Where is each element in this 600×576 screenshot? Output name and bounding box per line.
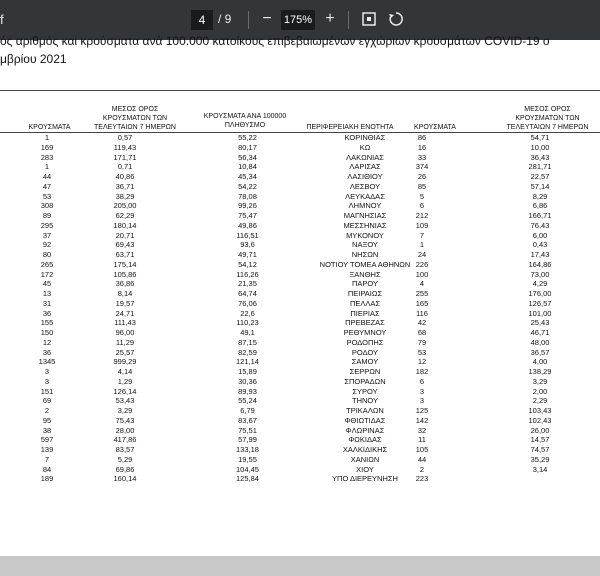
document-heading-line1: ός αριθμός και κρούσματα ανά 100.000 κατοίκους επιβεβαιωμένων εγχώριων κρουσμάτων COVID-19 ο <box>0 34 550 48</box>
cell-region: ΦΩΚΙΔΑΣ <box>348 435 382 445</box>
cell-per100k: 75,47 <box>238 211 257 220</box>
cell-region: ΧΑΛΚΙΔΙΚΗΣ <box>342 445 388 454</box>
table-row <box>0 299 600 309</box>
cell-avg7-2: 14,57 <box>530 435 550 445</box>
cell-per100k: 15,89 <box>238 367 257 376</box>
cell-avg7-2: 8,29 <box>532 191 548 201</box>
cell-avg7: 4,14 <box>117 367 133 376</box>
cell-cases: 44 <box>42 172 52 181</box>
cell-per100k: 22,6 <box>240 308 255 318</box>
table-row <box>0 406 600 416</box>
cell-per100k: 54,12 <box>238 259 257 269</box>
cell-avg7-2: 46,71 <box>530 328 550 337</box>
cell-avg7-2: 2,29 <box>532 396 548 406</box>
cell-region: ΜΑΓΝΗΣΙΑΣ <box>343 211 387 220</box>
cell-region: ΡΟΔΟΥ <box>351 347 379 357</box>
cell-avg7: 40,86 <box>115 172 135 181</box>
cell-cases: 92 <box>42 240 52 250</box>
cell-cases: 139 <box>40 445 54 454</box>
cell-region: ΣΥΡΟΥ <box>352 386 378 396</box>
cell-avg7-2: 6,86 <box>532 201 548 211</box>
cell-avg7-2: 17,43 <box>530 250 550 259</box>
cell-avg7: 119,43 <box>113 142 137 152</box>
cell-per100k: 78,08 <box>238 191 257 201</box>
cell-cases-2: 374 <box>415 162 429 172</box>
cell-avg7: 69,43 <box>115 240 135 250</box>
zoom-out-icon[interactable]: − <box>262 10 272 27</box>
cell-avg7: 0,71 <box>117 162 133 172</box>
table-row <box>0 348 600 358</box>
cell-avg7-2: 4,00 <box>532 357 548 367</box>
cell-avg7: 205,00 <box>113 201 137 211</box>
cell-avg7-2: 3,14 <box>532 464 548 474</box>
table-row <box>0 250 600 260</box>
table-row <box>0 455 600 465</box>
zoom-in-icon[interactable]: + <box>325 10 335 27</box>
cell-avg7-2: 76,43 <box>530 220 550 230</box>
table-row <box>0 435 600 445</box>
cell-cases: 308 <box>40 201 54 211</box>
page-number-input[interactable]: 4 <box>191 10 213 30</box>
cell-per100k: 89,93 <box>238 386 257 396</box>
cell-avg7-2: 3,29 <box>532 376 548 386</box>
table-row <box>0 260 600 270</box>
cell-avg7: 38,29 <box>115 191 135 201</box>
table-row <box>0 231 600 241</box>
cell-avg7: 25,57 <box>115 347 135 357</box>
cell-cases-2: 12 <box>417 357 427 367</box>
cell-avg7-2: 6,00 <box>532 230 548 240</box>
cell-region: ΠΕΙΡΑΙΩΣ <box>347 289 383 298</box>
cell-avg7-2: 164,86 <box>528 259 552 269</box>
toolbar-divider <box>348 11 349 29</box>
cell-per100k: 45,34 <box>238 172 257 181</box>
cell-per100k: 87,15 <box>238 337 257 347</box>
column-header-region: ΠΕΡΙΦΕΡΕΙΑΚΗ ΕΝΟΤΗΤΑ <box>306 124 394 131</box>
cell-region: ΚΟΡΙΝΘΙΑΣ <box>344 133 386 142</box>
cell-region: ΦΘΙΩΤΙΔΑΣ <box>344 415 386 425</box>
cell-cases: 95 <box>42 415 52 425</box>
cell-cases: 37 <box>42 230 52 240</box>
cell-region: ΝΑΞΟΥ <box>352 240 378 250</box>
cell-avg7-2: 36,43 <box>530 152 550 162</box>
column-header-avg7: ΜΕΣΟΣ ΟΡΟΣ ΚΡΟΥΣΜΑΤΩΝ ΤΩΝ ΤΕΛΕΥΤΑΙΩΝ 7 ΗΜΕΡΩΝ <box>94 106 176 131</box>
table-row <box>0 357 600 367</box>
cell-cases-2: 182 <box>415 367 429 376</box>
cell-cases-2: 86 <box>417 133 427 142</box>
table-row <box>0 426 600 436</box>
table-row <box>0 465 600 475</box>
table-row <box>0 474 600 484</box>
cell-cases-2: 16 <box>417 142 427 152</box>
cell-avg7: 8,14 <box>117 289 133 298</box>
cell-cases-2: 165 <box>415 298 429 308</box>
cell-per100k: 21,35 <box>238 279 257 289</box>
cell-cases-2: 7 <box>419 230 425 240</box>
file-name: f <box>0 12 4 27</box>
table-row <box>0 182 600 192</box>
cell-cases-2: 223 <box>415 474 429 484</box>
cell-per100k: 49,86 <box>238 220 257 230</box>
cell-per100k: 125,84 <box>236 474 259 484</box>
cell-region: ΝΗΣΩΝ <box>351 250 379 259</box>
cell-avg7: 175,14 <box>113 259 137 269</box>
cell-cases: 89 <box>42 211 52 220</box>
cell-region: ΣΑΜΟΥ <box>351 357 379 367</box>
cell-per100k: 6,79 <box>240 406 255 415</box>
cell-cases-2: 100 <box>415 269 429 279</box>
cell-avg7-2: 2,00 <box>532 386 548 396</box>
cell-avg7-2: 166,71 <box>528 211 552 220</box>
cell-cases-2: 85 <box>417 181 427 191</box>
cell-per100k: 121,14 <box>236 357 259 367</box>
cell-cases: 3 <box>44 367 50 376</box>
table-row <box>0 133 600 143</box>
cell-avg7-2: 4,29 <box>532 279 548 289</box>
table-row <box>0 318 600 328</box>
cell-cases: 1 <box>44 162 50 172</box>
cell-cases: 80 <box>42 250 52 259</box>
cell-cases-2: 26 <box>417 172 427 181</box>
table-row <box>0 416 600 426</box>
cell-avg7: 180,14 <box>113 220 137 230</box>
cell-region: ΛΕΣΒΟΥ <box>349 181 381 191</box>
cell-avg7-2: 176,00 <box>528 289 552 298</box>
column-header-cases-2: ΚΡΟΥΣΜΑΤΑ <box>414 124 456 131</box>
cell-per100k: 133,18 <box>236 445 259 454</box>
cell-per100k: 82,59 <box>238 347 257 357</box>
cell-per100k: 80,17 <box>238 142 257 152</box>
table-row <box>0 143 600 153</box>
cell-avg7: 53,43 <box>115 396 135 406</box>
table-row <box>0 153 600 163</box>
table-row <box>0 172 600 182</box>
cell-avg7: 111,43 <box>114 318 136 328</box>
cell-cases-2: 42 <box>417 318 427 328</box>
cell-cases-2: 53 <box>417 347 427 357</box>
cell-avg7: 36,71 <box>115 181 135 191</box>
cell-avg7-2: 36,57 <box>530 347 550 357</box>
cell-cases: 172 <box>40 269 54 279</box>
cell-per100k: 76,06 <box>238 298 257 308</box>
table-row <box>0 221 600 231</box>
cell-cases: 2 <box>44 406 50 415</box>
cell-region: ΣΕΡΡΩΝ <box>349 367 381 376</box>
cell-avg7: 171,71 <box>113 152 137 162</box>
cell-avg7-2: 73,00 <box>530 269 550 279</box>
document-heading-line2: μβρίου 2021 <box>0 52 67 66</box>
cell-avg7-2: 138,29 <box>528 367 552 376</box>
column-header-avg7-2: ΜΕΣΟΣ ΟΡΟΣ ΚΡΟΥΣΜΑΤΩΝ ΤΩΝ ΤΕΛΕΥΤΑΙΩΝ 7 ΗΜΕΡΩΝ <box>506 106 589 131</box>
cell-region: ΚΩ <box>359 142 371 152</box>
cell-cases: 189 <box>40 474 54 484</box>
cell-avg7: 417,86 <box>113 435 137 445</box>
table-row <box>0 338 600 348</box>
cell-cases-2: 109 <box>415 220 429 230</box>
cell-avg7: 1,29 <box>117 376 133 386</box>
cell-avg7-2: 101,00 <box>528 308 552 318</box>
cell-region: ΡΟΔΟΠΗΣ <box>346 337 384 347</box>
cell-avg7-2: 35,29 <box>530 454 550 464</box>
cell-cases-2: 32 <box>417 425 427 435</box>
cell-cases: 38 <box>42 425 52 435</box>
table-row <box>0 328 600 338</box>
cell-cases-2: 105 <box>415 445 429 454</box>
cell-cases-2: 142 <box>415 415 429 425</box>
cell-cases-2: 125 <box>415 406 429 415</box>
table-row <box>0 445 600 455</box>
cell-per100k: 64,74 <box>238 289 257 298</box>
table-row <box>0 211 600 221</box>
cell-per100k: 49,1 <box>240 328 255 337</box>
cell-per100k: 54,22 <box>238 181 257 191</box>
cell-region: ΛΑΡΙΣΑΣ <box>349 162 381 172</box>
cell-cases: 36 <box>42 308 52 318</box>
zoom-level-input[interactable]: 175% <box>281 10 315 30</box>
cell-cases: 36 <box>42 347 52 357</box>
cell-cases-2: 226 <box>415 259 429 269</box>
cell-avg7-2: 54,71 <box>530 133 550 142</box>
cell-region: ΞΑΝΘΗΣ <box>349 269 381 279</box>
cell-avg7: 3,29 <box>117 406 133 415</box>
cell-cases-2: 255 <box>415 289 429 298</box>
cell-avg7: 96,00 <box>115 328 135 337</box>
cell-avg7-2: 48,00 <box>530 337 550 347</box>
cell-cases: 3 <box>44 376 50 386</box>
cell-cases-2: 6 <box>419 201 425 211</box>
cell-region: ΠΡΕΒΕΖΑΣ <box>345 318 385 328</box>
toolbar-divider <box>248 11 249 29</box>
table-row <box>0 387 600 397</box>
cell-region: ΡΕΘΥΜΝΟΥ <box>343 328 387 337</box>
cell-cases: 53 <box>42 191 52 201</box>
cell-avg7-2: 126,57 <box>528 298 552 308</box>
table-row <box>0 162 600 172</box>
cell-avg7: 28,00 <box>115 425 135 435</box>
cell-per100k: 57,99 <box>238 435 257 445</box>
cell-avg7: 36,86 <box>115 279 135 289</box>
cell-avg7: 20,71 <box>115 230 135 240</box>
cell-cases: 169 <box>40 142 54 152</box>
cell-cases-2: 6 <box>419 376 425 386</box>
table-row <box>0 240 600 250</box>
cell-cases: 150 <box>40 328 54 337</box>
cell-cases-2: 79 <box>417 337 427 347</box>
table-row <box>0 377 600 387</box>
cell-per100k: 55,24 <box>238 396 257 406</box>
cell-avg7: 5,29 <box>117 454 133 464</box>
cell-avg7-2: 102,43 <box>528 415 552 425</box>
cell-cases-2: 5 <box>419 191 425 201</box>
table-row <box>0 289 600 299</box>
cell-avg7-2: 103,43 <box>528 406 552 415</box>
cell-cases: 47 <box>42 181 52 191</box>
cell-avg7: 11,29 <box>115 337 135 347</box>
table-row <box>0 201 600 211</box>
cell-region: ΤΗΝΟΥ <box>351 396 378 406</box>
cell-region: ΠΙΕΡΙΑΣ <box>350 308 380 318</box>
cell-region: ΠΕΛΛΑΣ <box>349 298 381 308</box>
cell-avg7-2: 22,57 <box>530 172 550 181</box>
cell-per100k: 10,84 <box>238 162 257 172</box>
cell-cases: 295 <box>40 220 54 230</box>
cell-avg7: 24,71 <box>115 308 135 318</box>
rotate-icon[interactable] <box>385 8 407 30</box>
cell-cases-2: 2 <box>419 464 425 474</box>
table-row <box>0 192 600 202</box>
column-header-per100k: ΚΡΟΥΣΜΑΤΑ ΑΝΑ 100000 ΠΛΗΘΥΣΜΟ <box>203 113 287 129</box>
table-row <box>0 367 600 377</box>
cell-region: ΣΠΟΡΑΔΩΝ <box>344 376 386 386</box>
cell-region: ΜΥΚΟΝΟΥ <box>346 230 384 240</box>
cell-avg7-2: 10,00 <box>530 142 550 152</box>
fit-to-page-icon[interactable] <box>358 8 380 30</box>
cell-avg7: 63,71 <box>115 250 135 259</box>
cell-cases: 69 <box>42 396 52 406</box>
table-row <box>0 270 600 280</box>
cell-per100k: 99,26 <box>238 201 257 211</box>
cell-per100k: 19,55 <box>238 454 257 464</box>
cell-cases: 283 <box>40 152 54 162</box>
cell-cases-2: 33 <box>417 152 427 162</box>
cell-cases: 31 <box>42 298 52 308</box>
cell-per100k: 116,51 <box>236 230 259 240</box>
cell-per100k: 56,34 <box>238 152 257 162</box>
cell-region: ΛΗΜΝΟΥ <box>348 201 382 211</box>
cell-cases-2: 212 <box>415 211 429 220</box>
cell-per100k: 49,71 <box>238 250 257 259</box>
cell-cases: 45 <box>42 279 52 289</box>
cell-avg7: 160,14 <box>113 474 137 484</box>
cell-cases-2: 116 <box>416 308 428 318</box>
cell-avg7: 126,14 <box>113 386 137 396</box>
cell-per100k: 30,36 <box>238 376 257 386</box>
cell-cases: 597 <box>40 435 54 445</box>
cell-cases-2: 4 <box>419 279 425 289</box>
cell-region: ΝΟΤΙΟΥ ΤΟΜΕΑ ΑΘΗΝΩΝ <box>319 259 411 269</box>
cell-cases: 1 <box>44 133 50 142</box>
table-row <box>0 309 600 319</box>
viewer-background <box>0 556 600 576</box>
cell-cases-2: 3 <box>419 396 425 406</box>
cell-per100k: 116,26 <box>236 269 259 279</box>
cell-avg7: 105,86 <box>113 269 137 279</box>
cell-avg7-2: 26,00 <box>530 425 550 435</box>
table-top-rule <box>0 90 600 91</box>
cell-per100k: 104,45 <box>236 464 259 474</box>
cell-region: ΧΙΟΥ <box>356 464 374 474</box>
table-row <box>0 396 600 406</box>
cell-per100k: 110,23 <box>236 318 259 328</box>
cell-cases: 265 <box>40 259 54 269</box>
cell-region: ΦΛΩΡΙΝΑΣ <box>345 425 385 435</box>
cell-cases: 155 <box>40 318 54 328</box>
cell-avg7-2: 57,14 <box>530 181 550 191</box>
cell-avg7-2: 0,43 <box>532 240 548 250</box>
pdf-page <box>0 34 600 556</box>
cell-cases: 13 <box>42 289 52 298</box>
cell-region: ΧΑΝΙΩΝ <box>350 454 380 464</box>
cell-cases-2: 68 <box>417 328 427 337</box>
cell-region: ΜΕΣΣΗΝΙΑΣ <box>343 220 387 230</box>
cell-cases: 151 <box>40 386 54 396</box>
cell-per100k: 83,67 <box>238 415 257 425</box>
cell-per100k: 75,51 <box>238 425 257 435</box>
cell-avg7-2: 74,57 <box>530 445 550 454</box>
cell-region: ΤΡΙΚΑΛΩΝ <box>346 406 384 415</box>
cell-region: ΥΠΟ ΔΙΕΡΕΥΝΗΣΗ <box>332 474 398 484</box>
cell-cases: 12 <box>42 337 52 347</box>
cell-region: ΛΑΣΙΘΙΟΥ <box>347 172 383 181</box>
cell-avg7: 19,57 <box>115 298 135 308</box>
cell-avg7: 75,43 <box>115 415 135 425</box>
page-total: / 9 <box>218 12 232 26</box>
cell-avg7: 62,29 <box>115 211 135 220</box>
cell-avg7-2: 25,43 <box>530 318 550 328</box>
cell-cases-2: 24 <box>417 250 427 259</box>
cell-avg7-2: 281,71 <box>528 162 552 172</box>
cell-avg7: 83,57 <box>115 445 135 454</box>
cell-region: ΛΑΚΩΝΙΑΣ <box>346 152 384 162</box>
cell-region: ΛΕΥΚΑΔΑΣ <box>345 191 385 201</box>
cell-avg7: 0,57 <box>117 133 133 142</box>
cell-avg7: 69,86 <box>115 464 135 474</box>
cell-avg7: 999,29 <box>113 357 137 367</box>
cell-per100k: 93,6 <box>240 240 255 250</box>
cell-cases-2: 3 <box>419 386 425 396</box>
cell-cases-2: 11 <box>418 435 426 445</box>
cell-cases: 7 <box>44 454 50 464</box>
cell-cases-2: 44 <box>417 454 427 464</box>
cell-cases: 1345 <box>38 357 56 367</box>
cell-cases: 84 <box>42 464 52 474</box>
cell-region: ΠΑΡΟΥ <box>351 279 378 289</box>
table-row <box>0 279 600 289</box>
column-header-cases: ΚΡΟΥΣΜΑΤΑ <box>28 124 71 131</box>
cell-per100k: 55,22 <box>238 133 257 142</box>
cell-cases-2: 1 <box>419 240 425 250</box>
